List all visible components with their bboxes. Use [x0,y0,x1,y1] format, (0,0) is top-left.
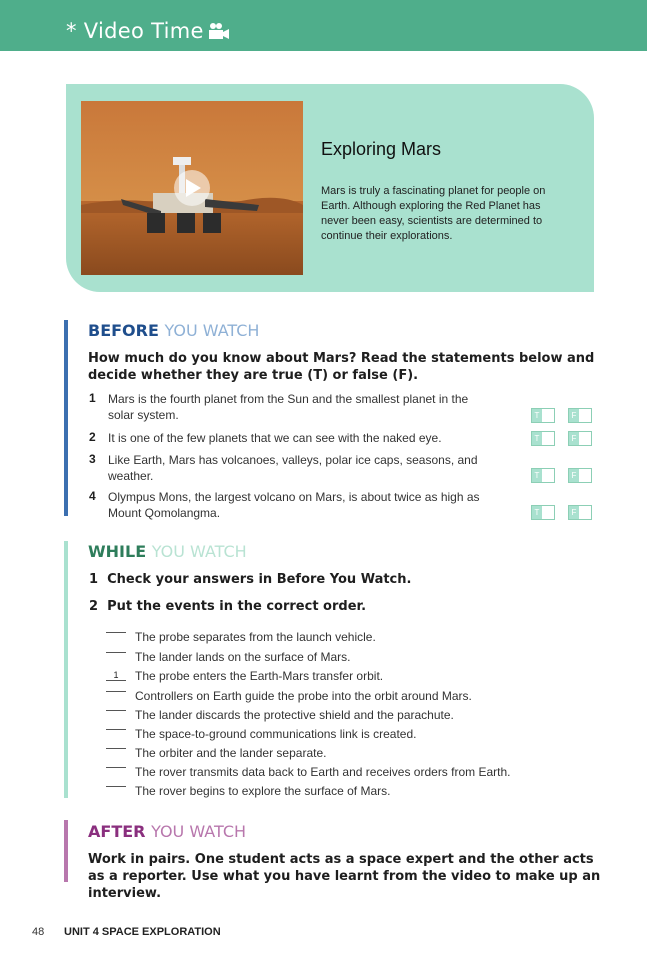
while-heading [88,542,247,561]
before-heading-rest: YOU WATCH [164,321,260,340]
after-instructions: Work in pairs. One student acts as a space expert and the other acts as a reporter. Use what you have learnt from the video to make up an interview. [88,852,601,901]
before-section-bar [64,320,68,516]
true-checkbox[interactable] [531,505,555,520]
order-blank[interactable] [106,710,126,711]
statement-text: Mars is the fourth planet from the Sun and the smallest planet in the solar system. [108,392,469,422]
true-checkbox[interactable] [531,431,555,446]
true-label: T [532,432,542,445]
banner-title: * Video Time [66,19,204,43]
after-heading-strong: AFTER [88,822,146,841]
true-label: T [532,506,542,519]
false-label: F [569,469,579,482]
true-checkbox[interactable] [531,408,555,423]
true-label: T [532,469,542,482]
video-title: Exploring Mars [321,139,442,159]
page-number: 48 [32,926,45,938]
before-heading-strong: BEFORE [88,321,159,340]
false-checkbox[interactable] [568,505,592,520]
video-camera-icon [208,22,230,40]
while-heading-rest: YOU WATCH [151,542,247,561]
statement-number: 4 [89,489,96,503]
task-number: 1 [89,572,99,587]
event-text: The orbiter and the lander separate. [135,746,327,760]
order-blank[interactable] [106,786,126,787]
after-section-bar [64,820,68,882]
false-label: F [569,506,579,519]
false-checkbox[interactable] [568,468,592,483]
while-section-bar [64,541,68,798]
order-blank[interactable] [106,748,126,749]
order-blank[interactable] [106,691,126,692]
statement-number: 2 [89,430,96,444]
order-blank[interactable] [106,729,126,730]
unit-title: UNIT 4 SPACE EXPLORATION [64,926,221,938]
false-checkbox[interactable] [568,408,592,423]
statement-number: 1 [89,391,96,405]
false-label: F [569,432,579,445]
statement-number: 3 [89,452,96,466]
order-blank[interactable]: 1 [106,670,126,681]
order-blank[interactable] [106,767,126,768]
event-text: The rover transmits data back to Earth and receives orders from Earth. [135,765,511,779]
after-heading [88,822,246,841]
false-label: F [569,409,579,422]
false-checkbox[interactable] [568,431,592,446]
statement-text: Like Earth, Mars has volcanoes, valleys, polar ice caps, seasons, and weather. [108,453,478,483]
event-text: The space-to-ground communications link is created. [135,727,417,741]
true-checkbox[interactable] [531,468,555,483]
event-text: Controllers on Earth guide the probe into the orbit around Mars. [135,689,472,703]
event-text: The probe separates from the launch vehicle. [135,630,376,644]
event-text: The rover begins to explore the surface of Mars. [135,784,391,798]
while-heading-strong: WHILE [88,542,147,561]
after-heading-rest: YOU WATCH [151,822,247,841]
before-heading [88,321,259,340]
task-number: 2 [89,599,99,614]
order-blank[interactable] [106,632,126,633]
true-label: T [532,409,542,422]
statement-text: Olympus Mons, the largest volcano on Mars, is about twice as high as Mount Qomolangma. [108,490,480,520]
task-text: Check your answers in Before You Watch. [107,572,412,587]
statement-text: It is one of the few planets that we can see with the naked eye. [108,431,442,445]
mars-rover-thumbnail[interactable] [81,101,303,275]
while-task-2 [89,599,366,614]
before-instructions: How much do you know about Mars? Read the statements below and decide whether they are true (T) or false (F). [88,351,595,383]
event-text: The probe enters the Earth-Mars transfer orbit. [135,669,384,683]
video-description: Mars is truly a fascinating planet for people on Earth. Although exploring the Red Planet has never been easy, scientists are determined to continue their explorations. [321,185,546,242]
event-text: The lander discards the protective shield and the parachute. [135,708,454,722]
order-blank[interactable] [106,652,126,653]
task-text: Put the events in the correct order. [107,599,367,614]
event-text: The lander lands on the surface of Mars. [135,650,351,664]
while-task-1 [89,572,411,587]
